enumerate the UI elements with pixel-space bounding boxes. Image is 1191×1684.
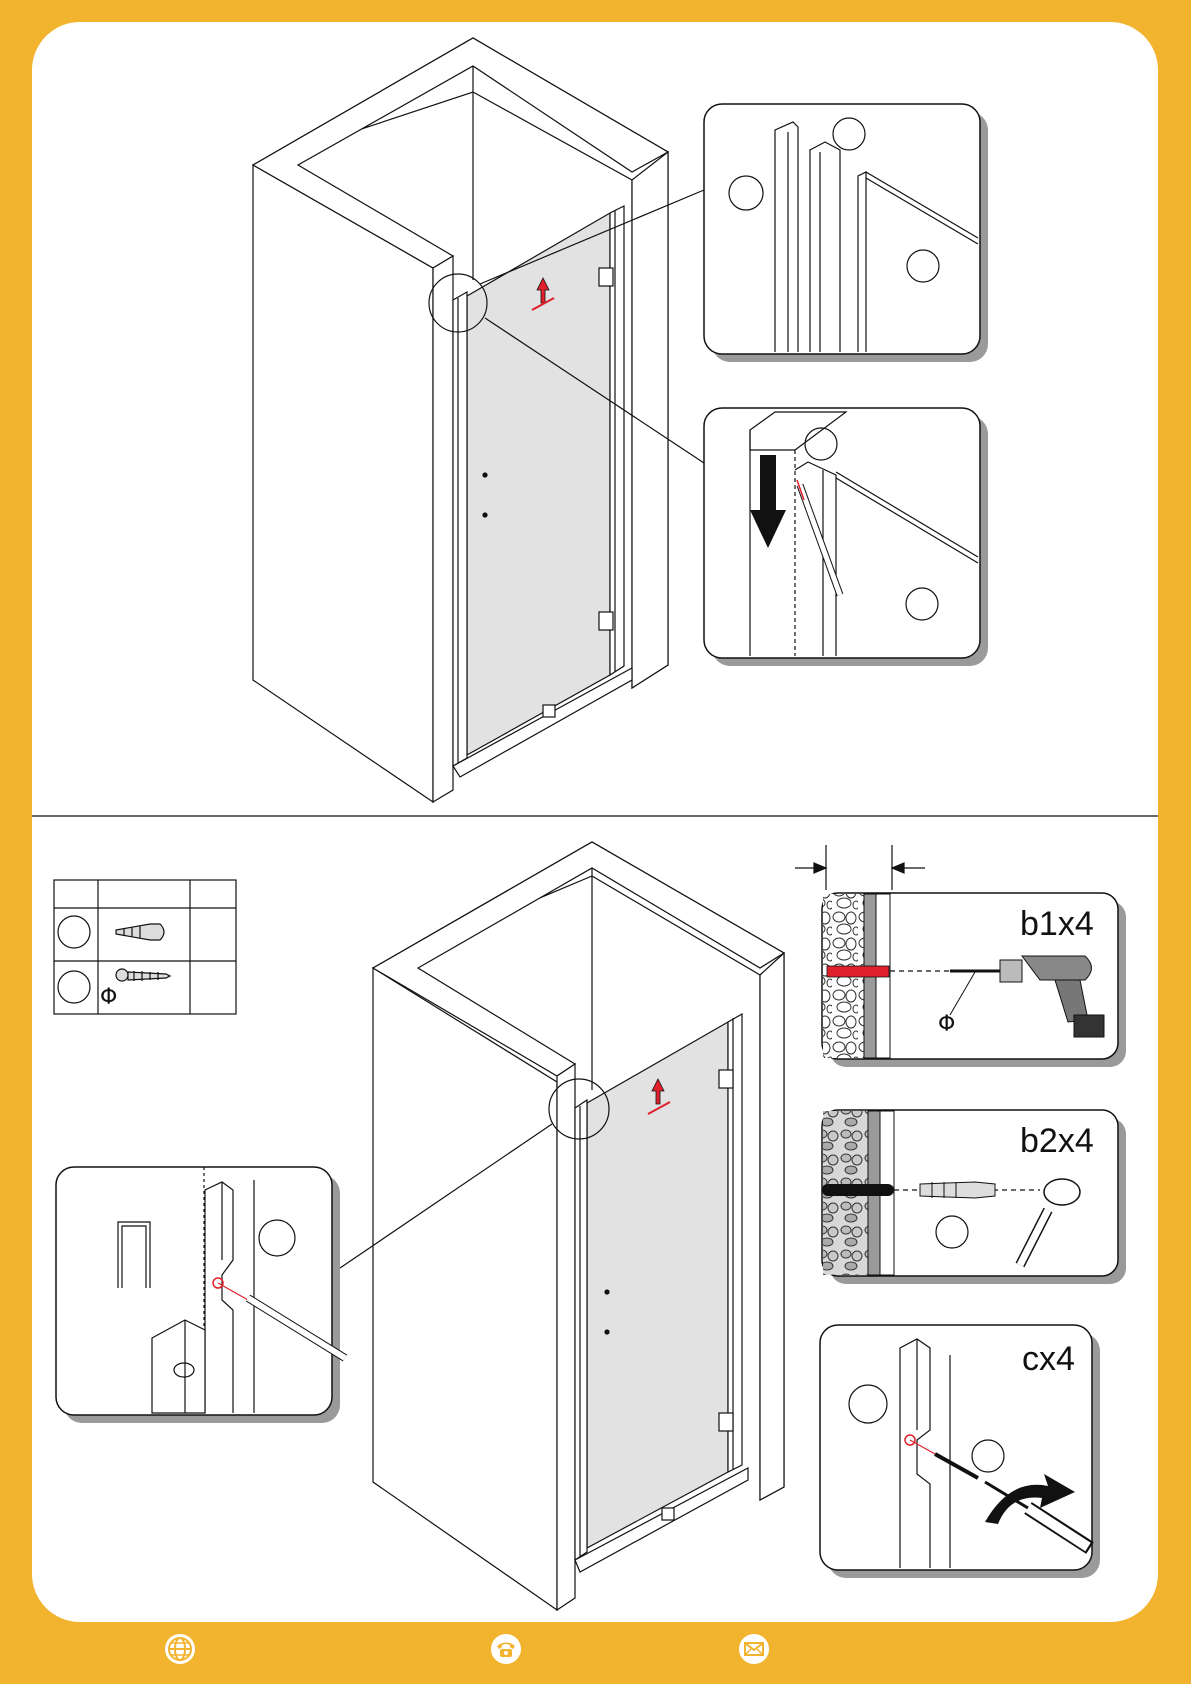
drill-step-label: b1x4 xyxy=(1020,905,1094,943)
screw-step-label: cx4 xyxy=(1022,1340,1075,1378)
drill-diameter-label: Φ xyxy=(938,1012,956,1037)
globe-icon[interactable] xyxy=(164,1633,196,1665)
detail-marking-callout xyxy=(704,408,988,666)
detail-hole-marking-callout xyxy=(56,1167,345,1423)
wall-plug-icon xyxy=(116,924,164,940)
plug-step-label: b2x4 xyxy=(1020,1122,1094,1160)
mail-icon[interactable] xyxy=(738,1633,770,1665)
bottom-enclosure xyxy=(340,842,784,1610)
parts-table xyxy=(54,880,236,1014)
parts-table-diameter: Φ xyxy=(100,985,118,1010)
plug-icon xyxy=(920,1182,995,1198)
drill-step-callout xyxy=(795,845,1126,1067)
top-enclosure xyxy=(253,38,704,802)
screw-icon xyxy=(116,969,170,981)
detail-profile-callout xyxy=(704,104,988,362)
phone-icon[interactable] xyxy=(490,1633,522,1665)
